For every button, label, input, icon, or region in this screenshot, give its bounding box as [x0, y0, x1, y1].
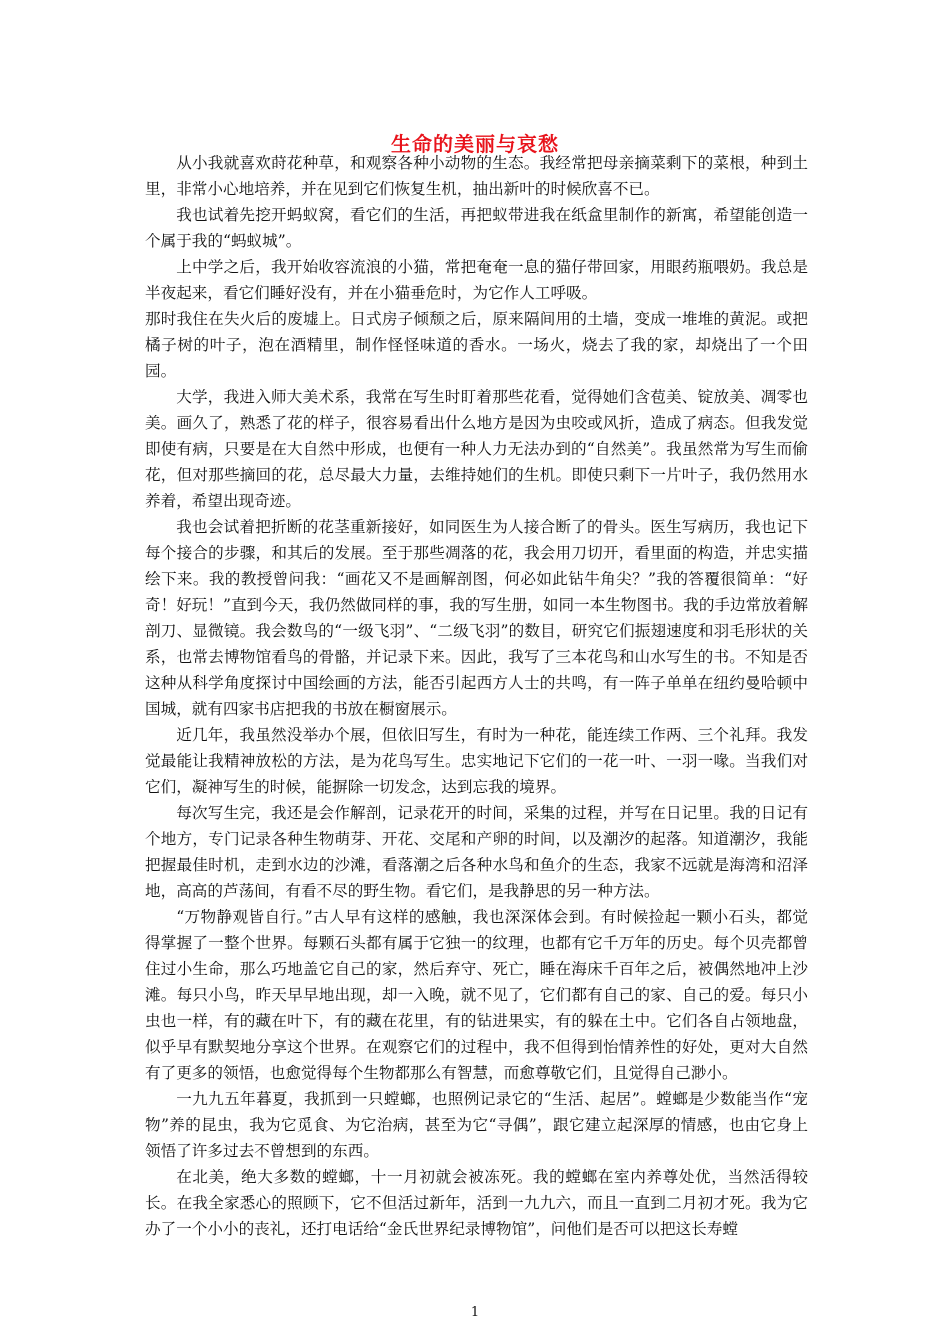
- paragraph: 一九九五年暮夏，我抓到一只螳螂，也照例记录它的“生活、起居”。螳螂是少数能当作“宠物”养的昆虫，我为它觅食、为它治病，甚至为它“寻偶”，跟它建立起深厚的情感，也由它身上领悟了许多过去不曾想到的东西。: [145, 1090, 808, 1160]
- paragraph: 那时我住在失火后的废墟上。日式房子倾颓之后，原来隔间用的土墙，变成一堆堆的黄泥。或把橘子树的叶子，泡在酒精里，制作怪怪味道的香水。一场火，烧去了我的家，却烧出了一个田园。: [145, 310, 808, 380]
- paragraph: 从小我就喜欢莳花种草，和观察各种小动物的生态。我经常把母亲摘菜剩下的菜根，种到土里，非常小心地培养，并在见到它们恢复生机，抽出新叶的时候欣喜不已。: [145, 154, 808, 198]
- paragraph: 在北美，绝大多数的螳螂，十一月初就会被冻死。我的螳螂在室内养尊处优，当然活得较长。在我全家悉心的照顾下，它不但活过新年，活到一九九六，而且一直到二月初才死。我为它办了一个小小的丧礼，还打电话给“金氏世界纪录博物馆”，问他们是否可以把这长寿螳: [145, 1168, 808, 1238]
- paragraph: 上中学之后，我开始收容流浪的小猫，常把奄奄一息的猫仔带回家，用眼药瓶喂奶。我总是半夜起来，看它们睡好没有，并在小猫垂危时，为它作人工呼吸。: [145, 258, 808, 302]
- paragraph: 大学，我进入师大美术系，我常在写生时盯着那些花看，觉得她们含苞美、锭放美、凋零也美。画久了，熟悉了花的样子，很容易看出什么地方是因为虫咬或风折，造成了病态。但我发觉即使有病，只要是在大自然中形成，也便有一种人力无法办到的“自然美”。我虽然常为写生而偷花，但对那些摘回的花，总尽最大力量，去维持她们的生机。即使只剩下一片叶子，我仍然用水养着，希望出现奇迹。: [145, 388, 808, 510]
- article-body: [145, 150, 808, 1242]
- paragraph: 近几年，我虽然没举办个展，但依旧写生，有时为一种花，能连续工作两、三个礼拜。我发觉最能让我精神放松的方法，是为花鸟写生。忠实地记下它们的一花一叶、一羽一喙。当我们对它们，凝神写生的时候，能摒除一切发念，达到忘我的境界。: [145, 726, 808, 796]
- page-number: 1: [470, 1305, 480, 1320]
- page-title: 生命的美丽与哀愁: [391, 132, 559, 156]
- paragraph: 每次写生完，我还是会作解剖，记录花开的时间，采集的过程，并写在日记里。我的日记有个地方，专门记录各种生物萌芽、开花、交尾和产卵的时间，以及潮汐的起落。知道潮汐，我能把握最佳时机，走到水边的沙滩，看落潮之后各种水鸟和鱼介的生态，我家不远就是海湾和沼泽地，高高的芦荡间，有看不尽的野生物。看它们，是我静思的另一种方法。: [145, 804, 808, 900]
- paragraph: “万物静观皆自行。”古人早有这样的感触，我也深深体会到。有时候捡起一颗小石头，都觉得掌握了一整个世界。每颗石头都有属于它独一的纹理，也都有它千万年的历史。每个贝壳都曾住过小生命，那么巧地盖它自己的家，然后弃守、死亡，睡在海床千百年之后，被偶然地冲上沙滩。每只小鸟，昨天早早地出现，却一入晚，就不见了，它们都有自己的家、自己的爱。每只小虫也一样，有的藏在叶下，有的藏在花里，有的钻进果实，有的躲在土中。它们各自占领地盘，似乎早有默契地分享这个世界。在观察它们的过程中，我不但得到怡情养性的好处，更对大自然有了更多的领悟，也愈觉得每个生物都那么有智慧，而愈尊敬它们，且觉得自己渺小。: [145, 908, 808, 1082]
- paragraph: 我也试着先挖开蚂蚁窝，看它们的生活，再把蚁带进我在纸盒里制作的新寓，希望能创造一个属于我的“蚂蚁城”。: [145, 206, 808, 250]
- paragraph: 我也会试着把折断的花茎重新接好，如同医生为人接合断了的骨头。医生写病历，我也记下每个接合的步骤，和其后的发展。至于那些凋落的花，我会用刀切开，看里面的构造，并忠实描绘下来。我的教授曾问我：“画花又不是画解剖图，何必如此钻牛角尖？”我的答覆很简单：“好奇！好玩！”直到今天，我仍然做同样的事，我的写生册，如同一本生物图书。我的手边常放着解剖刀、显微镜。我会数鸟的“一级飞羽”、“二级飞羽”的数目，研究它们振翅速度和羽毛形状的关系，也常去博物馆看鸟的骨骼，并记录下来。因此，我写了三本花鸟和山水写生的书。不知是否这种从科学角度探讨中国绘画的方法，能否引起西方人士的共鸣，有一阵子单单在纽约曼哈顿中国城，就有四家书店把我的书放在橱窗展示。: [145, 518, 808, 718]
